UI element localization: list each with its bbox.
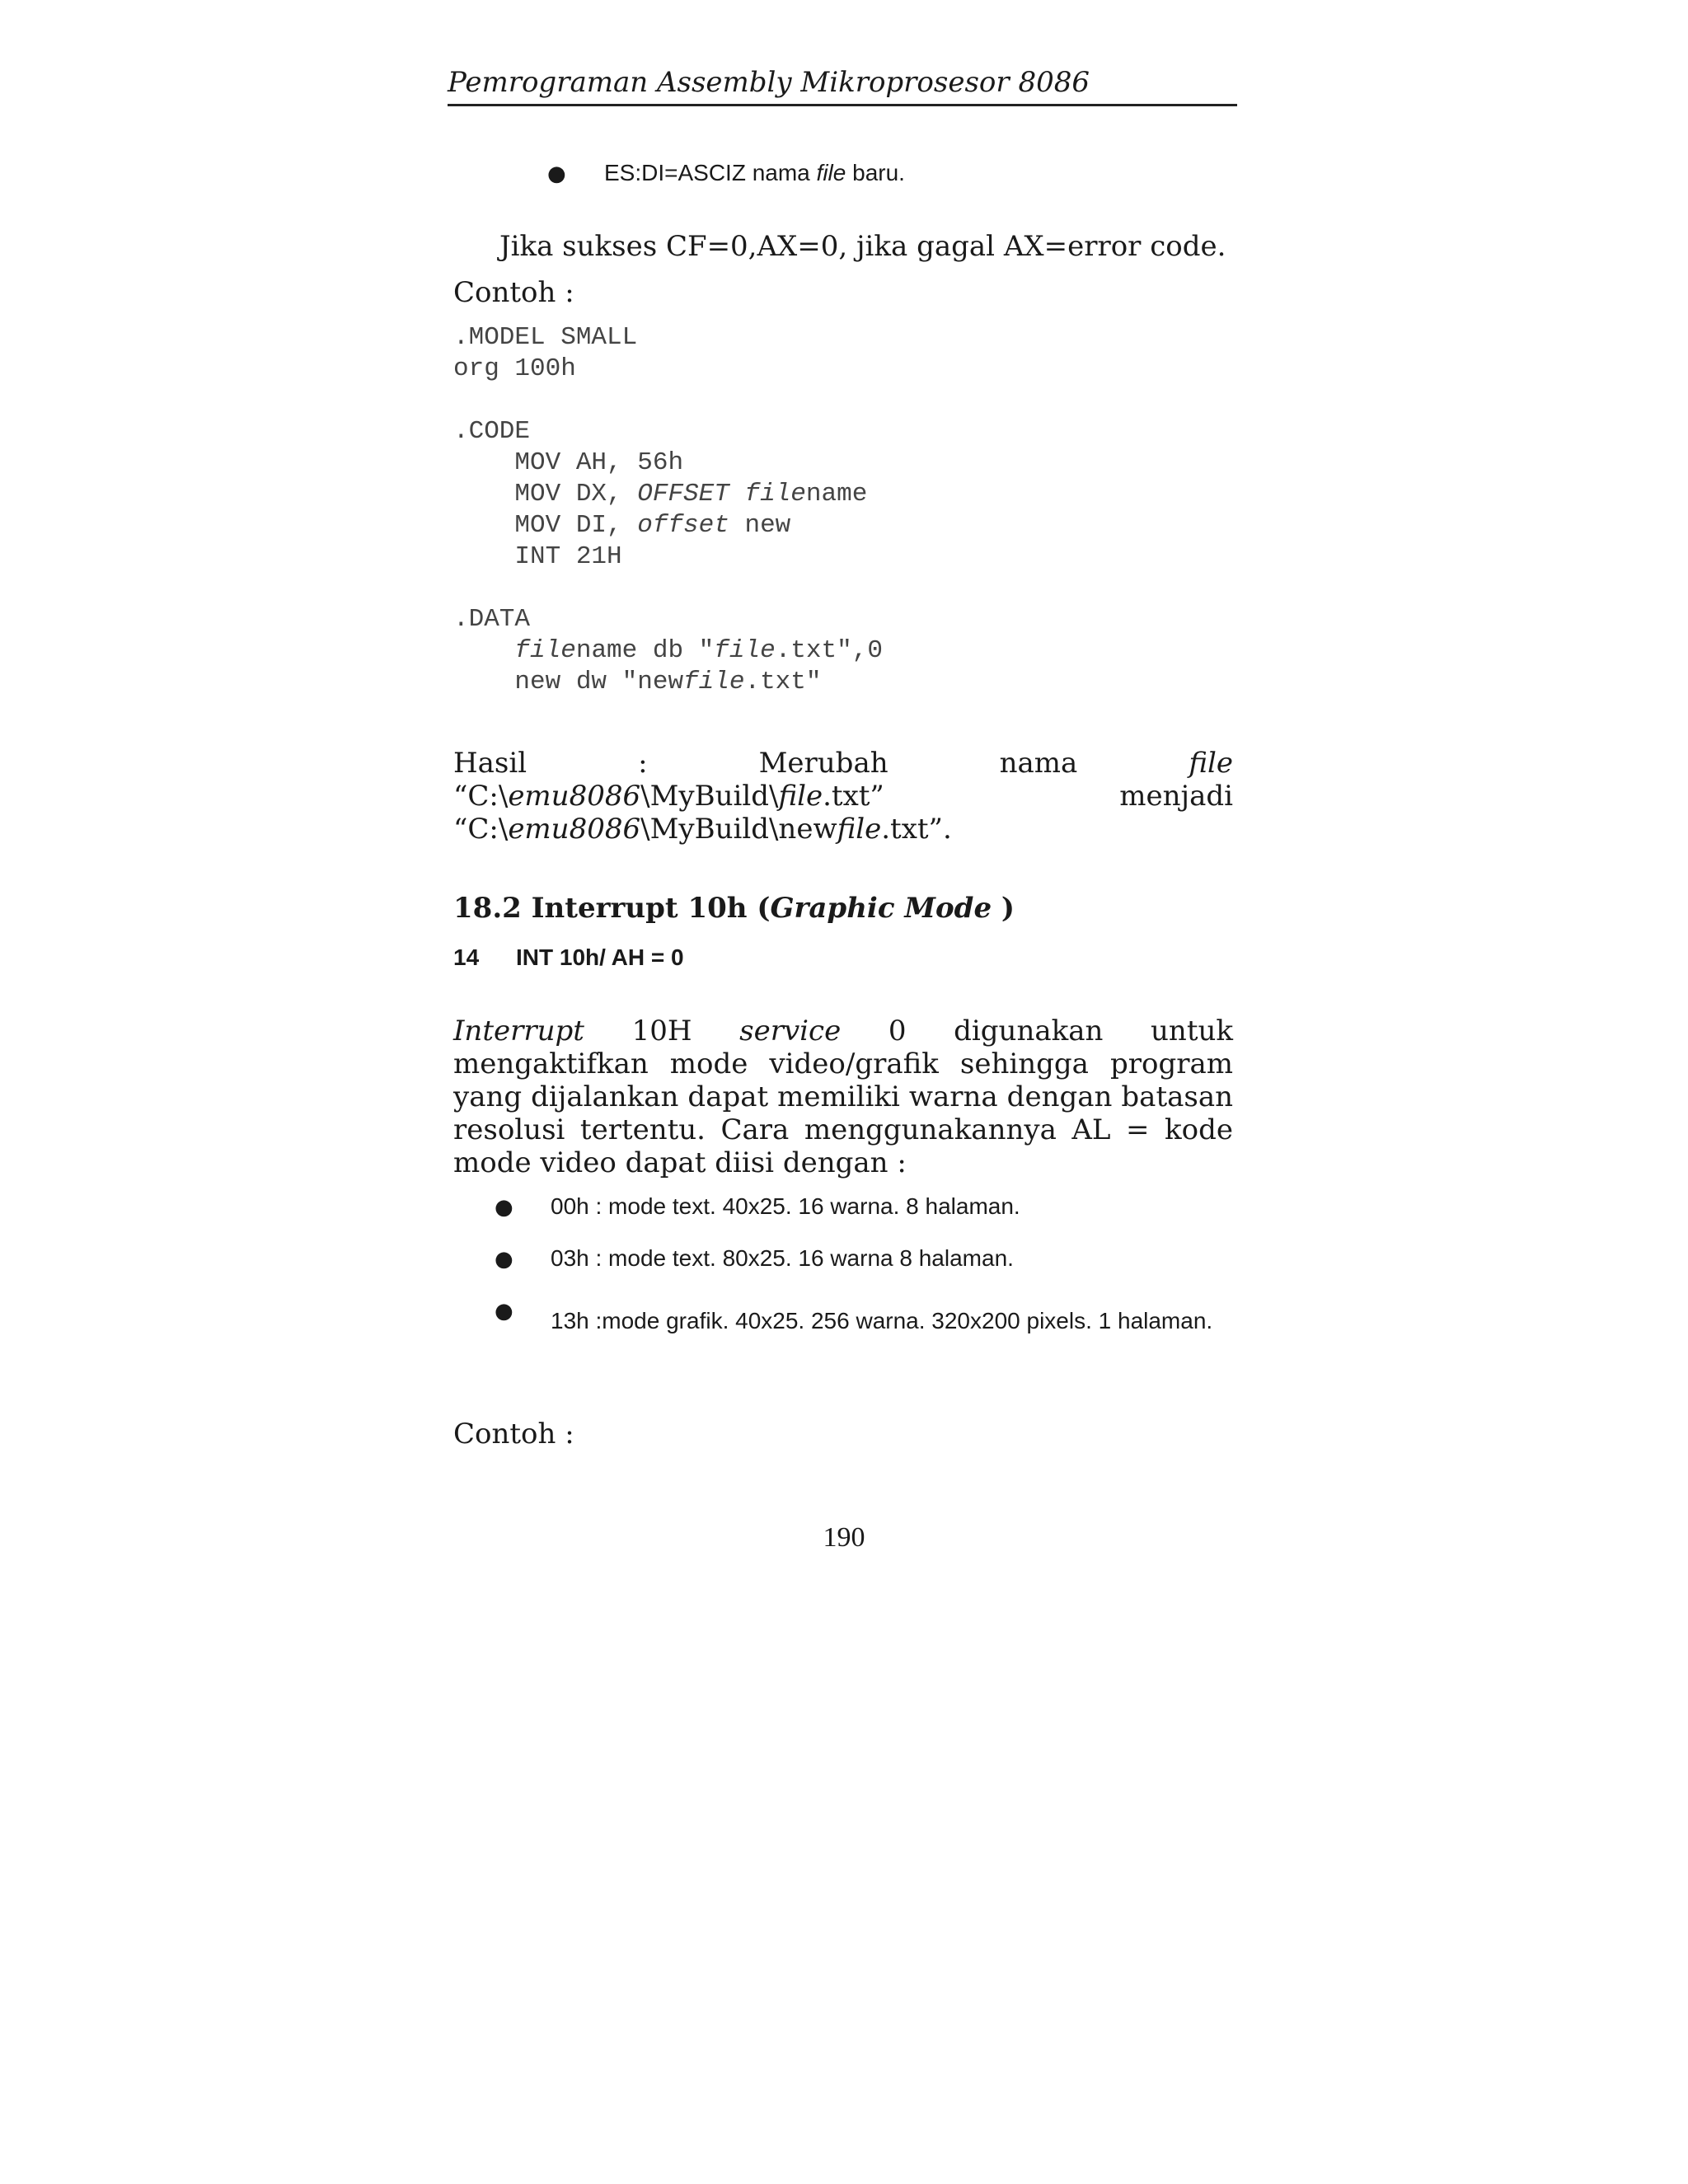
code-line: filename db "file.txt",0 <box>514 636 883 665</box>
page-number: 190 <box>823 1522 865 1553</box>
code-line: .CODE <box>453 417 531 446</box>
mode-item: 03h : mode text. 80x25. 16 warna 8 halaman. <box>551 1245 1014 1271</box>
bullet-top-text: ES:DI=ASCIZ nama file baru. <box>604 160 905 185</box>
code-line: MOV AH, 56h <box>453 448 684 477</box>
code-line: .DATA <box>453 605 531 634</box>
interrupt-paragraph: Interrupt 10H service 0 digunakan untuk mengaktifkan mode video/grafik sehingga program yang dijalankan dapat memiliki warna dengan batasan resolusi tertentu. Cara menggunakannya AL = kode mode video dapat diisi dengan : <box>453 1015 1233 1179</box>
code-line: MOV DI, offset new <box>453 511 791 540</box>
bullet-icon: ● <box>495 1247 513 1272</box>
bullet-icon: ● <box>495 1195 513 1220</box>
subsection-heading: 14 INT 10h/ AH = 0 <box>453 944 684 970</box>
example-label: Contoh : <box>453 276 574 309</box>
example-label: Contoh : <box>453 1418 574 1451</box>
section-heading: 18.2 Interrupt 10h (Graphic Mode ) <box>453 892 1015 925</box>
code-line: MOV DX, OFFSET filename <box>453 480 868 509</box>
running-header: Pemrograman Assembly Mikroprosesor 8086 <box>448 63 1237 106</box>
code-line: new dw "newfile.txt" <box>453 668 822 696</box>
mode-item: 00h : mode text. 40x25. 16 warna. 8 halaman. <box>551 1193 1020 1219</box>
mode-item: 13h :mode grafik. 40x25. 256 warna. 320x200 pixels. 1 halaman. <box>551 1308 1213 1333</box>
code-line: org 100h <box>453 354 576 383</box>
bullet-icon: ● <box>547 162 566 186</box>
code-line: INT 21H <box>453 542 622 571</box>
hasil-paragraph: Hasil : Merubah nama file “C:\emu8086\MyBuild\file.txt” menjadi “C:\emu8086\MyBuild\newfile.txt”. <box>453 747 1233 846</box>
code-block-rename <box>453 322 1233 698</box>
result-line: Jika sukses CF=0,AX=0, jika gagal AX=error code. <box>499 230 1226 263</box>
bullet-icon: ● <box>495 1299 513 1324</box>
code-line: .MODEL SMALL <box>453 323 638 352</box>
